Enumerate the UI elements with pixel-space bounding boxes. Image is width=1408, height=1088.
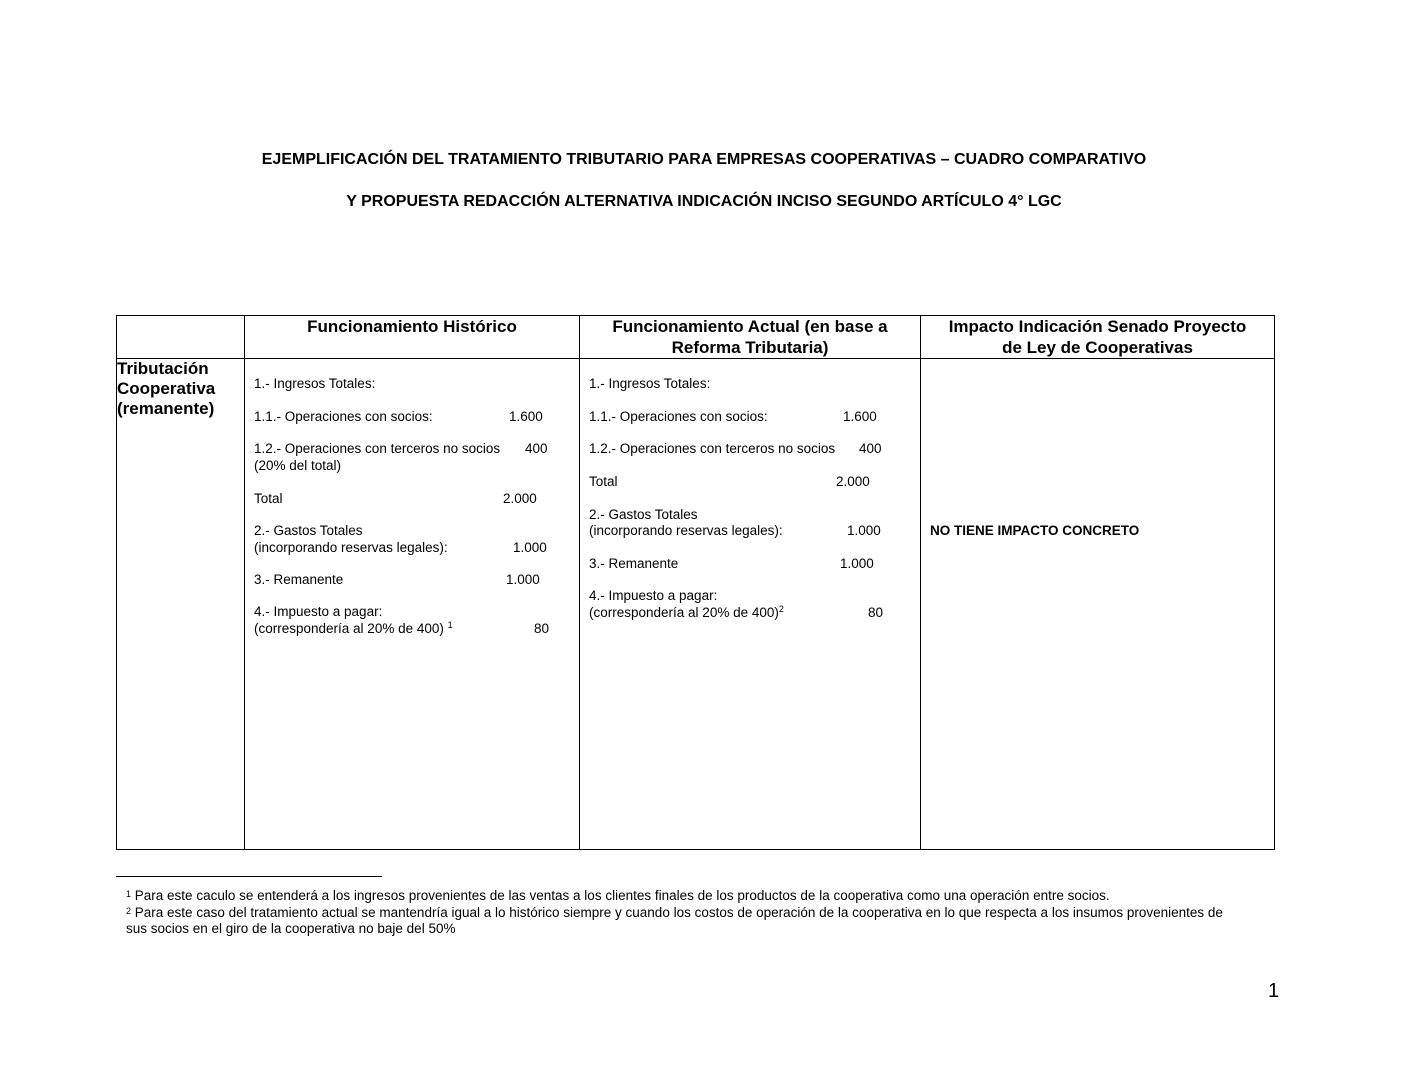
hist-op-socios-label: 1.1.- Operaciones con socios:	[254, 409, 433, 424]
actual-op-socios-label: 1.1.- Operaciones con socios:	[589, 409, 768, 424]
impacto-text: NO TIENE IMPACTO CONCRETO	[930, 523, 1140, 538]
cell-actual	[580, 359, 921, 850]
col-header-historico: Funcionamiento Histórico	[245, 316, 580, 359]
col-header-impacto: Impacto Indicación Senado Proyecto de Ley de Cooperativas	[921, 316, 1275, 359]
actual-impuesto-label: 4.- Impuesto a pagar:	[589, 588, 718, 603]
actual-impuesto-sub-label: (correspondería al 20% de 400)$^2$	[589, 604, 784, 620]
footnote-ref-2: 2	[778, 604, 784, 614]
hist-total-label: Total	[254, 491, 283, 506]
actual-gastos-value: 1.000	[847, 523, 881, 538]
hist-gastos-label: 2.- Gastos Totales	[254, 523, 363, 538]
footnote-separator	[116, 876, 382, 877]
cell-impacto	[921, 359, 1275, 850]
hist-op-terceros-label: 1.2.- Operaciones con terceros no socios	[254, 441, 501, 456]
footnote-2-continuation: sus socios en el giro de la cooperativa no baje del 50%	[126, 921, 456, 936]
empty-corner-cell	[117, 316, 245, 359]
hist-impuesto-value: 80	[534, 621, 550, 636]
actual-remanente-value: 1.000	[840, 556, 874, 571]
hist-total-value: 2.000	[503, 491, 537, 506]
footnote-1-mark: 1	[126, 889, 132, 899]
hist-op-socios-value: 1.600	[509, 409, 543, 424]
hist-remanente-label: 3.- Remanente	[254, 572, 344, 587]
actual-gastos-sub-label: (incorporando reservas legales):	[589, 523, 783, 538]
footnote-1: $^1$ Para este caculo se entenderá a los ingresos provenientes de las ventas a los clientes finales de los productos de la cooperativa como una operación entre socios.	[126, 888, 1110, 903]
hist-gastos-value: 1.000	[513, 540, 547, 555]
actual-total-value: 2.000	[836, 474, 870, 489]
actual-gastos-label: 2.- Gastos Totales	[589, 507, 698, 522]
comparison-table	[116, 315, 1275, 850]
row-header-tributacion: Tributación Cooperativa (remanente)	[117, 359, 245, 850]
actual-op-terceros-label: 1.2.- Operaciones con terceros no socios	[589, 441, 836, 456]
actual-ingresos-label: 1.- Ingresos Totales:	[589, 376, 711, 391]
footnote-2: $^2$ Para este caso del tratamiento actual se mantendría igual a lo histórico siempre y cuando los costos de operación de la cooperativa en lo que respecta a los insumos provenientes de	[126, 905, 1223, 920]
actual-op-socios-value: 1.600	[843, 409, 877, 424]
hist-ingresos-label: 1.- Ingresos Totales:	[254, 376, 376, 391]
page-number: 1	[1268, 980, 1280, 1002]
document-title-line-1: EJEMPLIFICACIÓN DEL TRATAMIENTO TRIBUTARIO PARA EMPRESAS COOPERATIVAS – CUADRO COMPARATIVO	[261, 151, 1147, 168]
hist-remanente-value: 1.000	[506, 572, 540, 587]
hist-gastos-sub-label: (incorporando reservas legales):	[254, 540, 448, 555]
footnote-ref-1: 1	[447, 620, 453, 630]
hist-impuesto-label: 4.- Impuesto a pagar:	[254, 604, 383, 619]
actual-op-terceros-value: 400	[859, 441, 882, 456]
col-header-actual: Funcionamiento Actual (en base a Reforma Tributaria)	[580, 316, 921, 359]
actual-remanente-label: 3.- Remanente	[589, 556, 679, 571]
actual-impuesto-value: 80	[868, 605, 884, 620]
cell-historico	[245, 359, 580, 850]
document-title-line-2: Y PROPUESTA REDACCIÓN ALTERNATIVA INDICACIÓN INCISO SEGUNDO ARTÍCULO 4° LGC	[346, 193, 1062, 210]
actual-total-label: Total	[589, 474, 618, 489]
hist-op-terceros-value: 400	[525, 441, 548, 456]
hist-impuesto-sub-label: (correspondería al 20% de 400) $^1$	[254, 620, 453, 636]
hist-op-terceros-note: (20% del total)	[254, 458, 342, 473]
footnote-2-mark: 2	[126, 906, 132, 916]
